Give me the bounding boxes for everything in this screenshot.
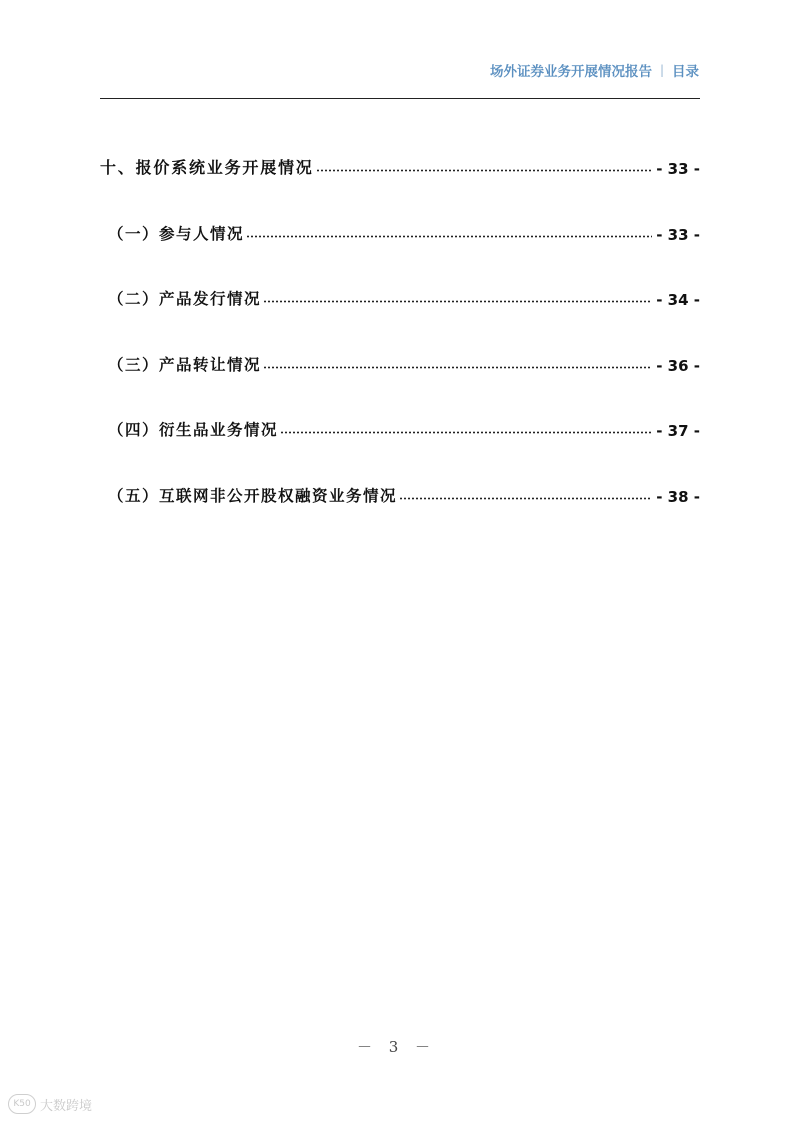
page-number: － 3 － [356, 1038, 437, 1056]
dot-leader [263, 283, 652, 303]
toc-entry-page: - 33 - [656, 160, 700, 178]
watermark-text: 大数跨境 [40, 1098, 93, 1114]
header-rule [100, 98, 700, 99]
toc-entry-title: （二）产品发行情况 [108, 289, 262, 308]
section-name: 目录 [672, 64, 699, 80]
toc-entry-title: （四）衍生品业务情况 [108, 420, 279, 439]
toc-entry-page: - 37 - [656, 422, 700, 440]
toc-entry-10-4[interactable] [100, 414, 700, 440]
header-separator: | [659, 63, 664, 77]
toc-entry-title: 十、报价系统业务开展情况 [100, 158, 314, 177]
toc-entry-page: - 34 - [656, 291, 700, 309]
toc-entry-title: （三）产品转让情况 [108, 355, 262, 374]
dot-leader [399, 480, 652, 500]
dot-leader [263, 349, 652, 369]
dot-leader [246, 218, 652, 238]
toc-entry-10-2[interactable] [100, 283, 700, 309]
toc-entry-page: - 36 - [656, 357, 700, 375]
watermark [8, 1094, 92, 1114]
toc-entry-10[interactable] [100, 152, 700, 178]
toc-entry-title: （一）参与人情况 [108, 224, 245, 243]
watermark-logo-icon: K50 [8, 1094, 36, 1114]
toc-entry-10-3[interactable] [100, 349, 700, 375]
toc-entry-title: （五）互联网非公开股权融资业务情况 [108, 486, 398, 505]
dot-leader [280, 414, 652, 434]
toc-entry-page: - 33 - [656, 226, 700, 244]
toc-entry-10-1[interactable] [100, 218, 700, 244]
dot-leader [316, 152, 653, 172]
toc-entry-10-5[interactable] [100, 480, 700, 506]
page-header [490, 60, 699, 80]
toc-entry-page: - 38 - [656, 488, 700, 506]
report-title: 场外证券业务开展情况报告 [489, 64, 652, 80]
